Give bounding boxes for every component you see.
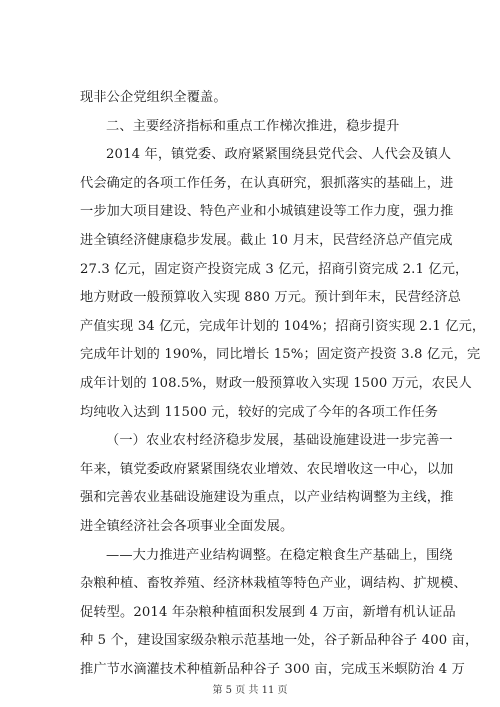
text-line: 代会确定的各项工作任务，在认真研究，狠抓落实的基础上，进 [80, 175, 454, 191]
text-line: 地方财政一般预算收入实现 880 万元。预计到年末，民营经济总 [80, 290, 462, 306]
text-line: 27.3 亿元，固定资产投资完成 3 亿元，招商引资完成 2.1 亿元， [80, 261, 469, 277]
text-line: 种 5 个，建设国家级杂粮示范基地一处，谷子新品种谷子 400 亩， [80, 633, 479, 649]
text-line: 进全镇经济社会各项事业全面发展。 [80, 518, 294, 534]
text-line: 进全镇经济健康稳步发展。截止 10 月末，民营经济总产值完成 [80, 232, 453, 248]
text-line: 一步加大项目建设、特色产业和小城镇建设等工作力度，强力推 [80, 204, 454, 220]
text-line: 年来，镇党委政府紧紧围绕农业增效、农民增收这一中心，以加 [80, 461, 454, 477]
page-footer: 第 5 页 共 11 页 [212, 685, 288, 696]
text-line: 完成年计划的 190%，同比增长 15%；固定资产投资 3.8 亿元，完 [80, 347, 481, 363]
text-line: 二、主要经济指标和重点工作梯次推进，稳步提升 [106, 118, 400, 134]
text-line: （一）农业农村经济稳步发展，基础设施建设进一步完善一 [106, 433, 453, 449]
text-line: ——大力推进产业结构调整。在稳定粮食生产基础上，围绕 [106, 547, 453, 563]
text-line: 成年计划的 108.5%，财政一般预算收入实现 1500 万元，农民人 [80, 375, 472, 391]
text-line: 2014 年，镇党委、政府紧紧围绕县党代会、人代会及镇人 [106, 147, 452, 163]
text-line: 均纯收入达到 11500 元，较好的完成了今年的各项工作任务 [80, 404, 439, 420]
document-body [80, 84, 486, 684]
text-line: 促转型。2014 年杂粮种植面积发展到 4 万亩，新增有机认证品 [80, 604, 456, 620]
text-line: 产值实现 34 亿元，完成年计划的 104%；招商引资实现 2.1 亿元， [80, 318, 486, 334]
text-line: 强和完善农业基础设施建设为重点，以产业结构调整为主线，推 [80, 490, 454, 506]
text-line: 推广节水滴灌技术种植新品种谷子 300 亩，完成玉米螟防治 4 万 [80, 661, 465, 677]
text-line: 现非公企党组织全覆盖。 [80, 90, 227, 105]
text-line: 杂粮种植、畜牧养殖、经济林栽植等特色产业，调结构、扩规模、 [80, 576, 467, 592]
